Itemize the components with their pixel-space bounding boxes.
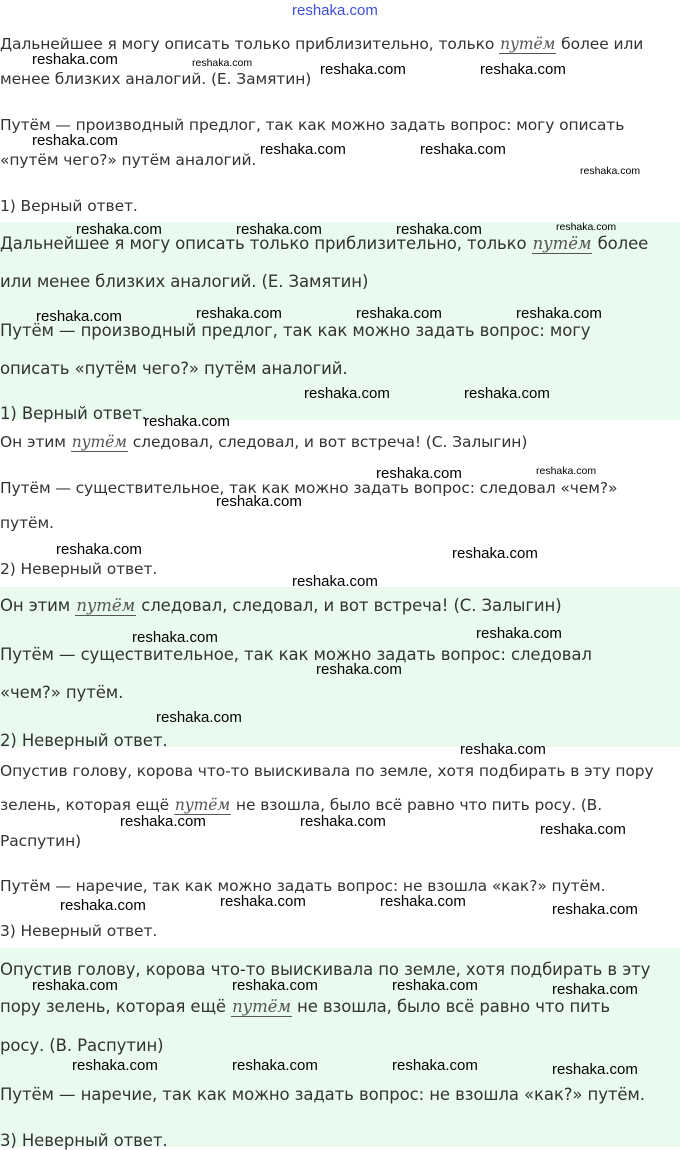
sentence-line: Дальнейшее я могу описать только приблизительно, только путём более или	[0, 35, 644, 53]
highlighted-word: путём	[71, 433, 127, 451]
watermark: reshaka.com	[316, 661, 402, 678]
sentence-line: менее близких аналогий. (Е. Замятин)	[0, 70, 312, 88]
watermark: reshaka.com	[452, 545, 538, 562]
watermark: reshaka.com	[376, 465, 462, 482]
watermark: reshaka.com	[540, 821, 626, 838]
explanation-line: описать «путём чего?» путём аналогий.	[0, 359, 348, 378]
watermark: reshaka.com	[552, 1061, 638, 1078]
watermark: reshaka.com	[216, 493, 302, 510]
explanation-line: Путём — производный предлог, так как можно задать вопрос: могу	[0, 321, 591, 340]
watermark: reshaka.com	[476, 625, 562, 642]
watermark: reshaka.com	[36, 308, 122, 325]
explanation-line: Путём — наречие, так как можно задать вопрос: не взошла «как?» путём.	[0, 1085, 645, 1104]
explanation-line: Путём — производный предлог, так как можно задать вопрос: могу описать	[0, 116, 625, 134]
watermark: reshaka.com	[556, 221, 617, 233]
watermark: reshaka.com	[232, 977, 318, 994]
watermark: reshaka.com	[516, 305, 602, 322]
watermark: reshaka.com	[392, 977, 478, 994]
watermark: reshaka.com	[536, 465, 597, 477]
watermark: reshaka.com	[196, 305, 282, 322]
explanation-line: путём.	[0, 514, 54, 532]
watermark: reshaka.com	[144, 413, 230, 430]
watermark: reshaka.com	[304, 385, 390, 402]
sentence-line: Он этим путём следовал, следовал, и вот встреча! (С. Залыгин)	[0, 433, 528, 451]
watermark: reshaka.com	[60, 897, 146, 914]
explanation-line: «путём чего?» путём аналогий.	[0, 151, 257, 169]
sentence-line: росу. (В. Распутин)	[0, 1036, 164, 1055]
watermark: reshaka.com	[464, 385, 550, 402]
explanation-line: Путём — наречие, так как можно задать вопрос: не взошла «как?» путём.	[0, 877, 606, 895]
watermark: reshaka.com	[76, 221, 162, 238]
sentence-line: Дальнейшее я могу описать только приблизительно, только путём более	[0, 234, 649, 253]
answer-line: 1) Верный ответ.	[0, 404, 147, 423]
watermark: reshaka.com	[460, 741, 546, 758]
answer-line: 1) Верный ответ.	[0, 197, 138, 215]
highlighted-word: путём	[232, 997, 291, 1016]
watermark: reshaka.com	[480, 61, 566, 78]
highlighted-word: путём	[532, 234, 592, 253]
highlighted-word: путём	[174, 796, 231, 814]
watermark: reshaka.com	[552, 981, 638, 998]
watermark: reshaka.com	[292, 573, 378, 590]
answer-line: 2) Неверный ответ.	[0, 560, 158, 578]
sentence-line: пору зелень, которая ещё путём не взошла, было всё равно что пить	[0, 997, 610, 1016]
sentence-line: Распутин)	[0, 832, 82, 850]
highlighted-word: путём	[76, 596, 136, 615]
watermark: reshaka.com	[260, 141, 346, 158]
watermark: reshaka.com	[120, 813, 206, 830]
sentence-line: зелень, которая ещё путём не взошла, было всё равно что пить росу. (В.	[0, 796, 603, 814]
watermark: reshaka.com	[300, 813, 386, 830]
sentence-line: Опустив голову, корова что-то выискивала по земле, хотя подбирать в эту	[0, 960, 651, 979]
watermark: reshaka.com	[552, 901, 638, 918]
watermark: reshaka.com	[320, 61, 406, 78]
watermark: reshaka.com	[580, 165, 641, 177]
answer-line: 2) Неверный ответ.	[0, 731, 168, 750]
watermark: reshaka.com	[156, 709, 242, 726]
watermark: reshaka.com	[192, 57, 253, 69]
watermark: reshaka.com	[420, 141, 506, 158]
explanation-line: Путём — существительное, так как можно задать вопрос: следовал	[0, 645, 592, 664]
watermark: reshaka.com	[380, 893, 466, 910]
watermark: reshaka.com	[236, 221, 322, 238]
highlighted-word: путём	[500, 35, 556, 53]
watermark: reshaka.com	[32, 132, 118, 149]
watermark: reshaka.com	[32, 51, 118, 68]
watermark: reshaka.com	[232, 1057, 318, 1074]
sentence-line: Опустив голову, корова что-то выискивала по земле, хотя подбирать в эту пору	[0, 762, 654, 780]
answer-line: 3) Неверный ответ.	[0, 922, 158, 940]
watermark: reshaka.com	[392, 1057, 478, 1074]
explanation-line: Путём — существительное, так как можно задать вопрос: следовал «чем?»	[0, 479, 618, 497]
watermark: reshaka.com	[356, 305, 442, 322]
watermark: reshaka.com	[220, 893, 306, 910]
watermark: reshaka.com	[56, 541, 142, 558]
sentence-line: Он этим путём следовал, следовал, и вот встреча! (С. Залыгин)	[0, 596, 562, 615]
sentence-line: или менее близких аналогий. (Е. Замятин)	[0, 272, 369, 291]
explanation-line: «чем?» путём.	[0, 683, 124, 702]
watermark: reshaka.com	[132, 629, 218, 646]
site-header-link[interactable]: reshaka.com	[292, 2, 378, 19]
watermark: reshaka.com	[32, 977, 118, 994]
watermark: reshaka.com	[72, 1057, 158, 1074]
answer-line: 3) Неверный ответ.	[0, 1131, 168, 1150]
watermark: reshaka.com	[396, 221, 482, 238]
